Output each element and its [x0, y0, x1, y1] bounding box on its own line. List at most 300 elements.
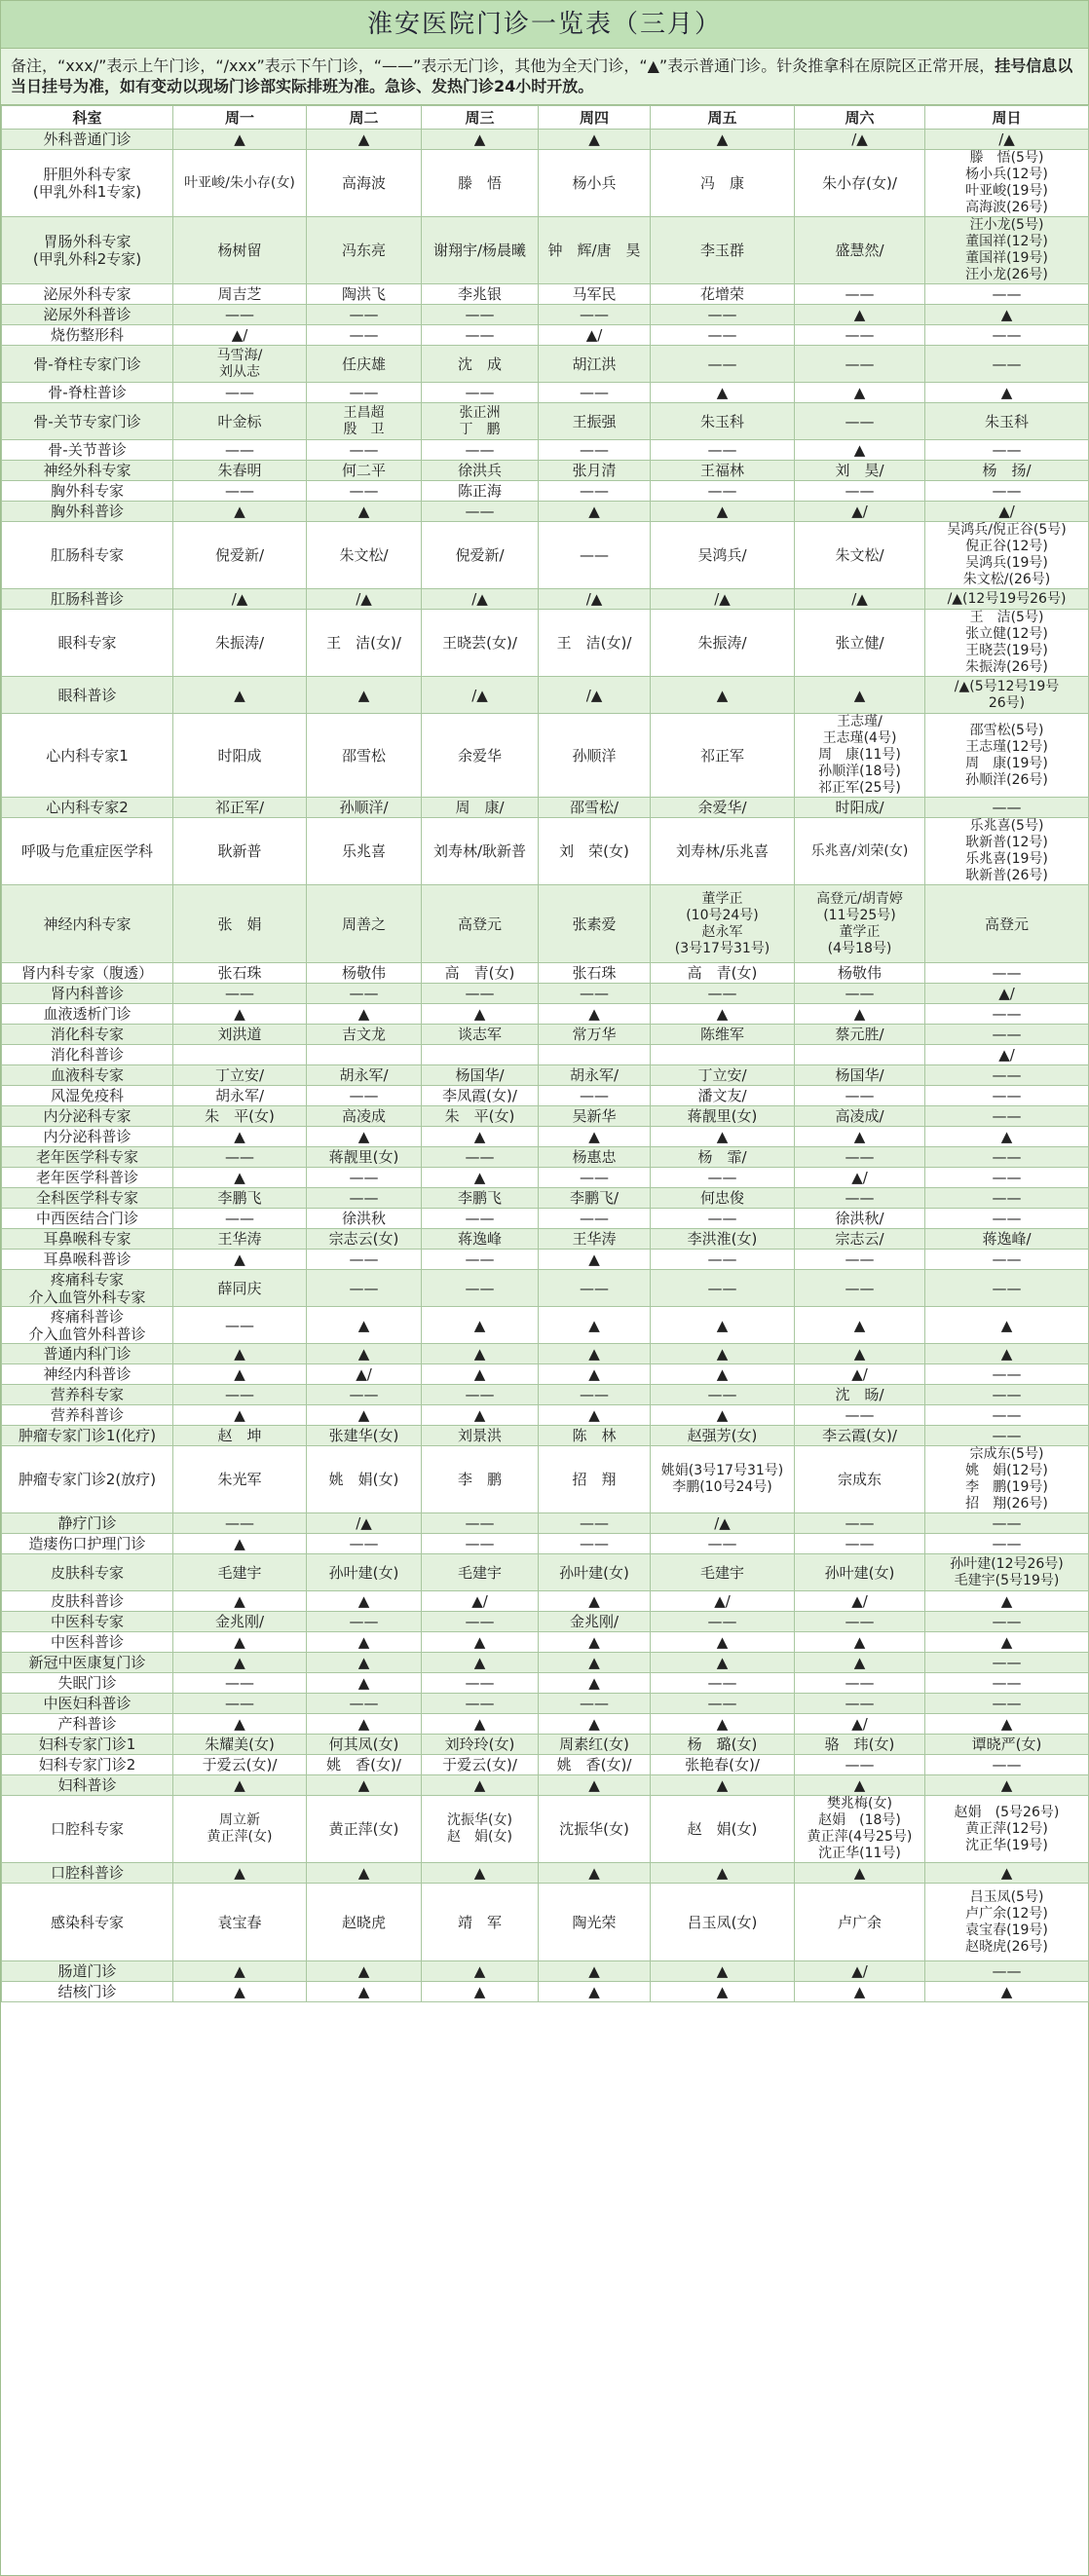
schedule-cell-mon: ▲	[173, 1714, 307, 1735]
schedule-cell-sun: ▲/	[925, 1045, 1089, 1065]
schedule-cell-tue: ——	[307, 481, 422, 502]
schedule-cell-tue: ——	[307, 1168, 422, 1188]
schedule-cell-sat: 杨敬伟	[795, 963, 925, 984]
schedule-cell-fri: 刘寿林/乐兆喜	[651, 818, 795, 885]
table-row	[2, 1735, 1089, 1755]
schedule-cell-mon: ——	[173, 1307, 307, 1344]
schedule-cell-sat: ——	[795, 284, 925, 305]
schedule-cell-wed: ——	[422, 1147, 539, 1168]
schedule-cell-wed: ▲/	[422, 1591, 539, 1612]
schedule-cell-sat: ——	[795, 1694, 925, 1714]
schedule-cell-thu: ▲/	[539, 325, 651, 346]
dept-cell: 眼科普诊	[2, 677, 173, 714]
schedule-cell-sat: ——	[795, 984, 925, 1004]
schedule-cell-fri: ▲	[651, 1982, 795, 2002]
table-row	[2, 1714, 1089, 1735]
schedule-cell-sun: ——	[925, 963, 1089, 984]
schedule-cell-thu: ——	[539, 1209, 651, 1229]
schedule-cell-mon: 马雪海/ 刘从志	[173, 346, 307, 383]
schedule-cell-sat: ▲	[795, 1653, 925, 1673]
header-tue: 周二	[307, 106, 422, 130]
table-row	[2, 885, 1089, 963]
schedule-cell-sat: ▲/	[795, 1364, 925, 1385]
schedule-cell-wed: 刘景洪	[422, 1426, 539, 1446]
table-row	[2, 1147, 1089, 1168]
schedule-cell-mon: 张石珠	[173, 963, 307, 984]
schedule-cell-sat: 杨国华/	[795, 1065, 925, 1086]
schedule-cell-sat: 宗成东	[795, 1446, 925, 1513]
schedule-cell-sun: ——	[925, 284, 1089, 305]
schedule-cell-thu: 金兆刚/	[539, 1612, 651, 1632]
dept-cell: 耳鼻喉科普诊	[2, 1250, 173, 1270]
schedule-cell-mon: 胡永军/	[173, 1086, 307, 1106]
dept-cell: 口腔科普诊	[2, 1863, 173, 1884]
schedule-cell-sat: 李云霞(女)/	[795, 1426, 925, 1446]
schedule-cell-fri: ——	[651, 1694, 795, 1714]
schedule-cell-fri: ▲	[651, 1632, 795, 1653]
schedule-cell-tue: 杨敬伟	[307, 963, 422, 984]
schedule-cell-wed: 朱 平(女)	[422, 1106, 539, 1127]
dept-cell: 肛肠科普诊	[2, 589, 173, 610]
dept-cell: 妇科普诊	[2, 1775, 173, 1796]
schedule-cell-wed: 张正洲 丁 鹏	[422, 403, 539, 440]
schedule-cell-wed: 沈振华(女) 赵 娟(女)	[422, 1796, 539, 1863]
schedule-cell-wed: 靖 军	[422, 1884, 539, 1961]
schedule-cell-tue: 胡永军/	[307, 1065, 422, 1086]
schedule-cell-fri: 李洪淮(女)	[651, 1229, 795, 1250]
schedule-cell-tue: ▲	[307, 1344, 422, 1364]
schedule-cell-tue: ▲	[307, 1714, 422, 1735]
table-row	[2, 1188, 1089, 1209]
schedule-cell-mon: ——	[173, 1694, 307, 1714]
dept-cell: 静疗门诊	[2, 1513, 173, 1534]
schedule-cell-thu: ——	[539, 1270, 651, 1307]
schedule-cell-mon: 时阳成	[173, 714, 307, 798]
schedule-cell-thu: ▲	[539, 1775, 651, 1796]
schedule-cell-mon: ▲	[173, 1168, 307, 1188]
schedule-cell-sat: ——	[795, 1405, 925, 1426]
schedule-cell-sun: ——	[925, 440, 1089, 461]
schedule-cell-wed: ——	[422, 1270, 539, 1307]
table-row	[2, 1884, 1089, 1961]
dept-cell: 泌尿外科普诊	[2, 305, 173, 325]
schedule-cell-fri: ▲	[651, 1775, 795, 1796]
dept-cell: 老年医学科专家	[2, 1147, 173, 1168]
dept-cell: 骨-脊柱普诊	[2, 383, 173, 403]
schedule-cell-tue: 王 洁(女)/	[307, 610, 422, 677]
table-row	[2, 818, 1089, 885]
schedule-cell-tue: 高凌成	[307, 1106, 422, 1127]
table-row	[2, 325, 1089, 346]
schedule-cell-sun: ——	[925, 1025, 1089, 1045]
schedule-cell-sat: ▲	[795, 383, 925, 403]
schedule-cell-wed: ▲	[422, 1344, 539, 1364]
dept-cell: 胃肠外科专家 (甲乳外科2专家)	[2, 217, 173, 284]
dept-cell: 骨-脊柱专家门诊	[2, 346, 173, 383]
schedule-cell-sun: ——	[925, 1270, 1089, 1307]
schedule-cell-mon: 毛建宇	[173, 1554, 307, 1591]
schedule-cell-tue: ▲	[307, 502, 422, 522]
schedule-cell-wed: ▲	[422, 1961, 539, 1982]
dept-cell: 中医妇科普诊	[2, 1694, 173, 1714]
schedule-cell-sat: 卢广余	[795, 1884, 925, 1961]
dept-cell: 中医科专家	[2, 1612, 173, 1632]
remark-text: 备注，“xxx/”表示上午门诊，“/xxx”表示下午门诊，“——”表示无门诊，其他为全天门诊，“▲”表示普通门诊。针灸推拿科在原院区正常开展，	[11, 56, 995, 75]
table-row	[2, 963, 1089, 984]
schedule-cell-wed: ▲	[422, 1364, 539, 1385]
schedule-cell-wed: 于爱云(女)/	[422, 1755, 539, 1775]
schedule-cell-tue: 何二平	[307, 461, 422, 481]
schedule-cell-sun: 汪小龙(5号) 董国祥(12号) 董国祥(19号) 汪小龙(26号)	[925, 217, 1089, 284]
schedule-cell-sat: 宗志云/	[795, 1229, 925, 1250]
schedule-cell-mon: /▲	[173, 589, 307, 610]
schedule-cell-mon: 叶金标	[173, 403, 307, 440]
schedule-cell-mon: 王华涛	[173, 1229, 307, 1250]
table-row	[2, 1612, 1089, 1632]
schedule-cell-mon: ▲	[173, 1863, 307, 1884]
dept-cell: 消化科专家	[2, 1025, 173, 1045]
schedule-cell-tue: ▲	[307, 130, 422, 150]
table-row	[2, 1534, 1089, 1554]
schedule-cell-fri: ▲/	[651, 1591, 795, 1612]
schedule-cell-sat: ▲/	[795, 1168, 925, 1188]
schedule-cell-mon: 薛同庆	[173, 1270, 307, 1307]
schedule-cell-sun: ▲	[925, 1344, 1089, 1364]
schedule-cell-sat: 蔡元胜/	[795, 1025, 925, 1045]
table-row	[2, 1405, 1089, 1426]
schedule-cell-sun: 杨 扬/	[925, 461, 1089, 481]
schedule-cell-tue: ▲	[307, 1775, 422, 1796]
dept-cell: 肾内科专家（腹透）	[2, 963, 173, 984]
dept-cell: 胸外科普诊	[2, 502, 173, 522]
dept-cell: 肾内科普诊	[2, 984, 173, 1004]
schedule-cell-wed: ——	[422, 383, 539, 403]
schedule-cell-thu: ▲	[539, 1591, 651, 1612]
dept-cell: 失眠门诊	[2, 1673, 173, 1694]
schedule-cell-fri: ——	[651, 440, 795, 461]
schedule-cell-mon: ▲	[173, 1653, 307, 1673]
schedule-cell-sat: ——	[795, 1147, 925, 1168]
schedule-cell-fri: 赵 娟(女)	[651, 1796, 795, 1863]
remark-bold-text: 挂号信息以当日挂号为准，如有变动以现场门诊部实际排班为准。急诊、发热门诊24小时开放。	[11, 56, 1073, 95]
schedule-cell-thu: 钟 辉/唐 昊	[539, 217, 651, 284]
schedule-cell-tue: /▲	[307, 589, 422, 610]
schedule-cell-mon: 倪爱新/	[173, 522, 307, 589]
schedule-cell-fri: ▲	[651, 1307, 795, 1344]
header-sun: 周日	[925, 106, 1089, 130]
schedule-cell-sun: ——	[925, 1513, 1089, 1534]
dept-cell: 烧伤整形科	[2, 325, 173, 346]
table-row	[2, 1632, 1089, 1653]
schedule-cell-sat: 高凌成/	[795, 1106, 925, 1127]
schedule-cell-mon: ▲	[173, 677, 307, 714]
schedule-cell-sun: 谭晓严(女)	[925, 1735, 1089, 1755]
schedule-cell-tue: ——	[307, 383, 422, 403]
dept-cell: 肿瘤专家门诊2(放疗)	[2, 1446, 173, 1513]
schedule-cell-tue: 孙叶建(女)	[307, 1554, 422, 1591]
schedule-cell-fri: 赵强芳(女)	[651, 1426, 795, 1446]
schedule-cell-thu: ——	[539, 383, 651, 403]
schedule-cell-sun: ——	[925, 325, 1089, 346]
schedule-cell-tue: ▲	[307, 1982, 422, 2002]
dept-cell: 肝胆外科专家 (甲乳外科1专家)	[2, 150, 173, 217]
schedule-cell-sat	[795, 1045, 925, 1065]
table-row	[2, 1168, 1089, 1188]
schedule-cell-wed: ——	[422, 1250, 539, 1270]
schedule-cell-thu: ▲	[539, 1405, 651, 1426]
page-title: 淮安医院门诊一览表（三月）	[1, 1, 1088, 49]
schedule-cell-wed: 李 鹏	[422, 1446, 539, 1513]
schedule-cell-mon: 朱春明	[173, 461, 307, 481]
schedule-cell-thu: 招 翔	[539, 1446, 651, 1513]
schedule-cell-wed: 刘寿林/耿新普	[422, 818, 539, 885]
schedule-cell-fri: ——	[651, 325, 795, 346]
schedule-cell-mon: ——	[173, 305, 307, 325]
schedule-cell-wed: ——	[422, 305, 539, 325]
schedule-cell-mon: 耿新普	[173, 818, 307, 885]
schedule-cell-fri: 董学正 (10号24号) 赵永军 (3号17号31号)	[651, 885, 795, 963]
schedule-cell-wed: 沈 成	[422, 346, 539, 383]
schedule-cell-wed: ▲	[422, 1632, 539, 1653]
schedule-cell-mon: 朱耀美(女)	[173, 1735, 307, 1755]
schedule-cell-thu: 沈振华(女)	[539, 1796, 651, 1863]
schedule-cell-thu: ——	[539, 1385, 651, 1405]
dept-cell: 疼痛科专家 介入血管外科专家	[2, 1270, 173, 1307]
schedule-cell-tue: 冯东亮	[307, 217, 422, 284]
table-row	[2, 1250, 1089, 1270]
schedule-cell-mon: ▲/	[173, 325, 307, 346]
schedule-cell-thu: 杨小兵	[539, 150, 651, 217]
schedule-cell-tue: ——	[307, 1612, 422, 1632]
schedule-cell-fri: 杨 霏/	[651, 1147, 795, 1168]
schedule-cell-wed: 谢翔宇/杨晨曦	[422, 217, 539, 284]
table-row	[2, 1591, 1089, 1612]
schedule-cell-tue: ▲	[307, 1673, 422, 1694]
schedule-cell-fri: ——	[651, 305, 795, 325]
header-row	[2, 106, 1089, 130]
schedule-cell-fri: 陈维军	[651, 1025, 795, 1045]
schedule-cell-sat: /▲	[795, 589, 925, 610]
schedule-cell-mon: 杨树留	[173, 217, 307, 284]
schedule-cell-thu: 张月清	[539, 461, 651, 481]
schedule-cell-fri: 王福林	[651, 461, 795, 481]
schedule-cell-tue: 蒋靓里(女)	[307, 1147, 422, 1168]
dept-cell: 全科医学科专家	[2, 1188, 173, 1209]
dept-cell: 骨-关节专家门诊	[2, 403, 173, 440]
schedule-cell-sat: 高登元/胡青婷 (11号25号) 董学正 (4号18号)	[795, 885, 925, 963]
schedule-cell-mon	[173, 1045, 307, 1065]
schedule-cell-thu: 张素爱	[539, 885, 651, 963]
schedule-cell-sat: ——	[795, 1270, 925, 1307]
schedule-cell-wed: 王晓芸(女)/	[422, 610, 539, 677]
schedule-cell-sat: ▲	[795, 440, 925, 461]
schedule-cell-thu: ▲	[539, 1344, 651, 1364]
schedule-cell-fri: ——	[651, 1209, 795, 1229]
schedule-cell-tue: ▲	[307, 1405, 422, 1426]
schedule-cell-mon: ▲	[173, 1364, 307, 1385]
schedule-cell-fri: ——	[651, 481, 795, 502]
schedule-cell-fri: 朱玉科	[651, 403, 795, 440]
dept-cell: 感染科专家	[2, 1884, 173, 1961]
dept-cell: 骨-关节普诊	[2, 440, 173, 461]
table-row	[2, 1127, 1089, 1147]
schedule-cell-fri: 高 青(女)	[651, 963, 795, 984]
schedule-cell-sun: 宗成东(5号) 姚 娟(12号) 李 鹏(19号) 招 翔(26号)	[925, 1446, 1089, 1513]
schedule-cell-sat: 骆 玮(女)	[795, 1735, 925, 1755]
schedule-cell-wed: 杨国华/	[422, 1065, 539, 1086]
table-row	[2, 1004, 1089, 1025]
schedule-cell-sun: ——	[925, 1961, 1089, 1982]
schedule-cell-tue: 赵晓虎	[307, 1884, 422, 1961]
schedule-cell-mon: ——	[173, 1209, 307, 1229]
schedule-cell-sun: ——	[925, 1364, 1089, 1385]
dept-cell: 血液科专家	[2, 1065, 173, 1086]
schedule-cell-sun: ——	[925, 1086, 1089, 1106]
schedule-cell-wed: ——	[422, 1534, 539, 1554]
schedule-cell-wed: 谈志军	[422, 1025, 539, 1045]
schedule-cell-fri: 何忠俊	[651, 1188, 795, 1209]
schedule-cell-sat: 张立健/	[795, 610, 925, 677]
table-row	[2, 1307, 1089, 1344]
dept-cell: 结核门诊	[2, 1982, 173, 2002]
schedule-cell-fri: ▲	[651, 1344, 795, 1364]
schedule-cell-wed: ▲	[422, 1982, 539, 2002]
table-row	[2, 383, 1089, 403]
schedule-cell-wed: 刘玲玲(女)	[422, 1735, 539, 1755]
schedule-cell-wed: ——	[422, 1513, 539, 1534]
schedule-cell-mon: 张 娟	[173, 885, 307, 963]
schedule-cell-sun: ——	[925, 1188, 1089, 1209]
schedule-cell-thu: 杨惠忠	[539, 1147, 651, 1168]
table-row	[2, 284, 1089, 305]
schedule-cell-sun: ▲/	[925, 984, 1089, 1004]
schedule-cell-tue: ——	[307, 440, 422, 461]
schedule-cell-thu: /▲	[539, 677, 651, 714]
table-row	[2, 1344, 1089, 1364]
schedule-cell-wed: ▲	[422, 1653, 539, 1673]
table-row	[2, 1961, 1089, 1982]
schedule-cell-mon: ——	[173, 440, 307, 461]
schedule-cell-fri: ——	[651, 346, 795, 383]
schedule-cell-fri: ——	[651, 1250, 795, 1270]
dept-cell: 耳鼻喉科专家	[2, 1229, 173, 1250]
schedule-cell-mon: 于爱云(女)/	[173, 1755, 307, 1775]
schedule-cell-mon: ——	[173, 1673, 307, 1694]
table-row	[2, 1065, 1089, 1086]
table-row	[2, 1694, 1089, 1714]
schedule-cell-tue: 孙顺洋/	[307, 798, 422, 818]
schedule-cell-fri: 李玉群	[651, 217, 795, 284]
schedule-cell-sun: ——	[925, 1755, 1089, 1775]
schedule-cell-sun: 朱玉科	[925, 403, 1089, 440]
schedule-cell-wed: ▲	[422, 1307, 539, 1344]
schedule-cell-thu: 周素红(女)	[539, 1735, 651, 1755]
schedule-cell-tue: ——	[307, 1385, 422, 1405]
dept-cell: 妇科专家门诊1	[2, 1735, 173, 1755]
schedule-cell-thu: ▲	[539, 1863, 651, 1884]
schedule-cell-fri: ▲	[651, 1653, 795, 1673]
table-row	[2, 1025, 1089, 1045]
schedule-cell-sat: 盛慧然/	[795, 217, 925, 284]
header-mon: 周一	[173, 106, 307, 130]
header-dept: 科室	[2, 106, 173, 130]
schedule-cell-sun: ——	[925, 1534, 1089, 1554]
table-row	[2, 403, 1089, 440]
table-row	[2, 1385, 1089, 1405]
schedule-cell-sun: ——	[925, 1147, 1089, 1168]
schedule-cell-thu: 王振强	[539, 403, 651, 440]
schedule-cell-sat: ——	[795, 403, 925, 440]
schedule-cell-sat: ▲	[795, 1344, 925, 1364]
table-row	[2, 1045, 1089, 1065]
schedule-cell-mon: ▲	[173, 1250, 307, 1270]
schedule-cell-mon: ▲	[173, 1405, 307, 1426]
schedule-cell-sun: ——	[925, 1694, 1089, 1714]
schedule-cell-sun: ——	[925, 1250, 1089, 1270]
schedule-cell-fri: 杨 璐(女)	[651, 1735, 795, 1755]
schedule-cell-wed: /▲	[422, 589, 539, 610]
schedule-cell-thu: 孙顺洋	[539, 714, 651, 798]
schedule-cell-mon: 刘洪道	[173, 1025, 307, 1045]
schedule-cell-thu: ——	[539, 305, 651, 325]
schedule-cell-wed: 倪爱新/	[422, 522, 539, 589]
dept-cell: 心内科专家2	[2, 798, 173, 818]
schedule-cell-mon: ▲	[173, 1534, 307, 1554]
schedule-cell-mon: ▲	[173, 1982, 307, 2002]
schedule-cell-sun: ——	[925, 798, 1089, 818]
schedule-cell-thu: ▲	[539, 1982, 651, 2002]
table-row	[2, 1673, 1089, 1694]
schedule-cell-tue: 王昌超 殷 卫	[307, 403, 422, 440]
table-row	[2, 502, 1089, 522]
schedule-cell-fri: ▲	[651, 1364, 795, 1385]
schedule-cell-thu: 陈 林	[539, 1426, 651, 1446]
dept-cell: 老年医学科普诊	[2, 1168, 173, 1188]
dept-cell: 呼吸与危重症医学科	[2, 818, 173, 885]
schedule-cell-sun: 乐兆喜(5号) 耿新普(12号) 乐兆喜(19号) 耿新普(26号)	[925, 818, 1089, 885]
dept-cell: 肠道门诊	[2, 1961, 173, 1982]
schedule-cell-fri: 吕玉凤(女)	[651, 1884, 795, 1961]
schedule-cell-sun: 吴鸿兵/倪正谷(5号) 倪正谷(12号) 吴鸿兵(19号) 朱文松/(26号)	[925, 522, 1089, 589]
schedule-cell-tue: 宗志云(女)	[307, 1229, 422, 1250]
schedule-cell-wed: ——	[422, 1385, 539, 1405]
schedule-cell-thu: ▲	[539, 502, 651, 522]
table-row	[2, 1863, 1089, 1884]
header-sat: 周六	[795, 106, 925, 130]
table-row	[2, 984, 1089, 1004]
schedule-cell-wed: ▲	[422, 1004, 539, 1025]
table-row	[2, 798, 1089, 818]
schedule-cell-sat: ——	[795, 1250, 925, 1270]
dept-cell: 皮肤科专家	[2, 1554, 173, 1591]
schedule-cell-sat: ——	[795, 1755, 925, 1775]
schedule-cell-thu: 胡永军/	[539, 1065, 651, 1086]
schedule-cell-fri: 朱振涛/	[651, 610, 795, 677]
schedule-cell-mon: 朱 平(女)	[173, 1106, 307, 1127]
schedule-cell-sun: 滕 悟(5号) 杨小兵(12号) 叶亚峻(19号) 高海波(26号)	[925, 150, 1089, 217]
schedule-cell-fri: ▲	[651, 1863, 795, 1884]
schedule-cell-sun: ▲	[925, 1591, 1089, 1612]
schedule-cell-fri: 蒋靓里(女)	[651, 1106, 795, 1127]
schedule-cell-fri: 潘文友/	[651, 1086, 795, 1106]
schedule-cell-mon: ▲	[173, 1775, 307, 1796]
schedule-cell-sun: ——	[925, 481, 1089, 502]
schedule-cell-wed: 滕 悟	[422, 150, 539, 217]
schedule-cell-tue: ▲	[307, 1591, 422, 1612]
schedule-cell-mon: 周立新 黄正萍(女)	[173, 1796, 307, 1863]
table-row	[2, 610, 1089, 677]
schedule-cell-thu: ▲	[539, 1364, 651, 1385]
